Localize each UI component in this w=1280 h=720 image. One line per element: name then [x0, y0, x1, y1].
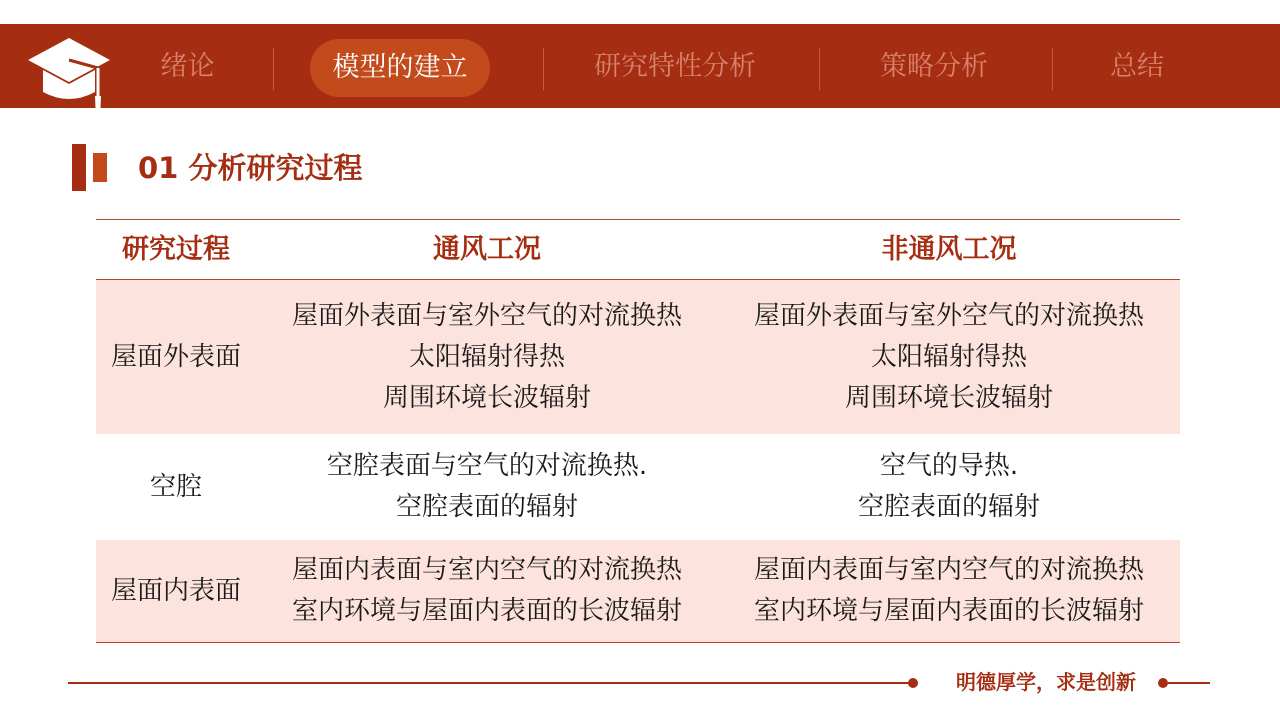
row-label: 屋面内表面 [110, 575, 241, 606]
ventilated-cell: 空腔表面与空气的对流换热. 空腔表面的辐射 [326, 451, 648, 522]
non-ventilated-cell: 屋面外表面与室外空气的对流换热 太阳辐射得热 周围环境长波辐射 [753, 300, 1144, 413]
table-row [96, 434, 1180, 540]
non-ventilated-cell: 屋面内表面与室内空气的对流换热 室内环境与屋面内表面的长波辐射 [753, 555, 1144, 626]
nav-item-strategy[interactable]: 策略分析 [880, 51, 988, 82]
section-title: 01 分析研究过程 [138, 151, 363, 185]
footer-dot-left [908, 678, 918, 688]
footer-slogan: 明德厚学，求是创新 [956, 670, 1136, 694]
non-ventilated-cell: 空气的导热. 空腔表面的辐射 [857, 451, 1040, 522]
header-process: 研究过程 [122, 234, 230, 265]
nav-divider [819, 48, 820, 90]
nav-item-summary[interactable]: 总结 [1110, 51, 1164, 82]
table-row [96, 540, 1180, 642]
footer-divider-right [1168, 682, 1210, 684]
row-label: 屋面外表面 [110, 341, 241, 372]
top-nav-bar [0, 24, 1280, 108]
table-row [96, 280, 1180, 434]
nav-item-characteristics[interactable]: 研究特性分析 [594, 51, 756, 82]
ventilated-cell: 屋面内表面与室内空气的对流换热 室内环境与屋面内表面的长波辐射 [291, 555, 682, 626]
row-label: 空腔 [149, 471, 202, 502]
nav-divider [1052, 48, 1053, 90]
section-marker-accent [93, 153, 107, 182]
graduation-cap-icon [24, 34, 114, 134]
nav-item-intro[interactable]: 绪论 [160, 51, 215, 82]
ventilated-cell: 屋面外表面与室外空气的对流换热 太阳辐射得热 周围环境长波辐射 [291, 300, 682, 413]
nav-divider [543, 48, 544, 90]
section-marker [72, 144, 86, 191]
nav-item-model[interactable]: 模型的建立 [310, 39, 490, 97]
header-non-ventilated: 非通风工况 [881, 234, 1017, 265]
nav-divider [273, 48, 274, 90]
table-bottom-border [96, 642, 1180, 643]
footer-divider-left [68, 682, 913, 684]
header-ventilated: 通风工况 [433, 234, 541, 265]
footer-dot-right [1158, 678, 1168, 688]
